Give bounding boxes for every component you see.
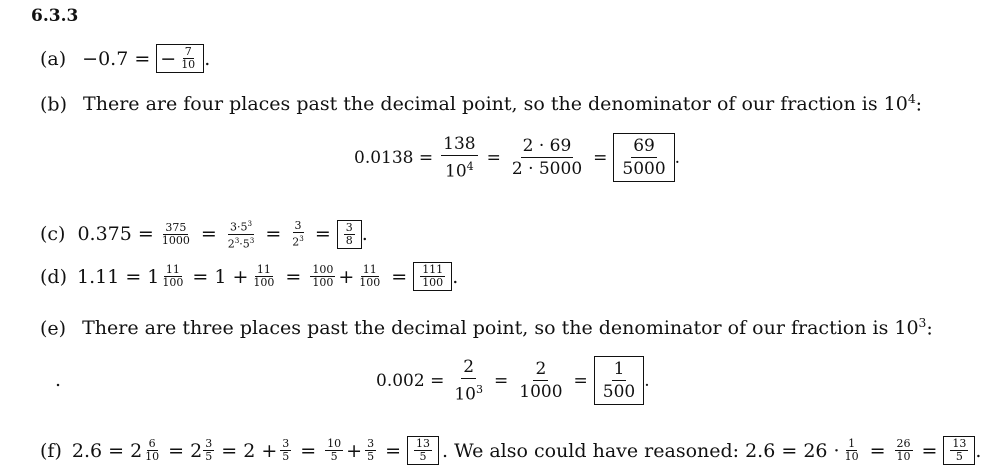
part-b-lhs: 0.0138 = bbox=[354, 147, 434, 168]
part-b-fraction1-numerator: 138 bbox=[443, 134, 476, 154]
part-b-fraction2-numerator: 2 · 69 bbox=[522, 136, 572, 157]
part-f-answer-box bbox=[407, 436, 439, 465]
part-c-lhs: 0.375 = bbox=[77, 223, 154, 246]
part-f-period: . bbox=[975, 439, 981, 462]
part-f: (f) 2.6 = 2 $\frac{6}{10}$ = 2 $\frac{3}{5}$ = 2 + $\frac{3}{5}$ = $\frac{10}{5}$ + $\frac{3}{5}$ = $\frac{13}{5}$ . We also could have reasoned: 2.6 = 26 · $\frac{1}{10}$ = $\frac{26}{10}$ = $\frac{13}{5}$ . bbox=[40, 437, 981, 463]
part-c-fraction2-denominator-mid: ·5 bbox=[239, 237, 250, 251]
part-b-fraction1-denominator: 10 bbox=[445, 161, 467, 182]
part-d-fraction2-denominator: 100 bbox=[253, 276, 275, 289]
part-e-fraction2-denominator: 1000 bbox=[519, 382, 563, 403]
part-e-fraction2-numerator: 2 bbox=[535, 359, 547, 380]
part-f-fraction1-numerator: 6 bbox=[148, 437, 156, 450]
part-d-answer-box bbox=[413, 262, 452, 291]
part-e-equation: 0.002 = $\frac{2}{10^3}$ = $\frac{2}{1000}$ = $\frac{1}{500}$ . bbox=[376, 357, 650, 405]
part-a-answer-box bbox=[156, 44, 204, 73]
part-f-answer2-denominator: 5 bbox=[955, 450, 963, 463]
part-c-fraction2-denominator-exponent2: 3 bbox=[249, 235, 255, 245]
part-f-lhs: 2.6 = 2 bbox=[71, 439, 143, 462]
part-e-answer-box bbox=[594, 356, 644, 405]
part-d-fraction4-numerator: 11 bbox=[362, 263, 377, 276]
part-a-lhs: −0.7 = bbox=[82, 47, 151, 70]
part-a-label: (a) bbox=[40, 47, 67, 70]
part-f-answer-denominator: 5 bbox=[419, 450, 427, 463]
part-f-fraction2-numerator: 3 bbox=[205, 437, 213, 450]
part-d-fraction1-denominator: 100 bbox=[162, 276, 184, 289]
part-e-answer-numerator: 1 bbox=[613, 359, 625, 380]
part-f-fraction5-numerator: 3 bbox=[367, 437, 375, 450]
part-c-fraction2-numerator-exponent: 3 bbox=[247, 219, 253, 228]
part-b-text: There are four places past the decimal point, so the denominator of our fraction is 10 bbox=[83, 93, 908, 116]
part-f-mid2: = 2 + bbox=[221, 439, 278, 462]
part-e-lhs: 0.002 = bbox=[376, 370, 445, 391]
part-d-label: (d) bbox=[40, 265, 67, 288]
part-c-fraction3-denominator-exponent: 3 bbox=[299, 233, 304, 243]
part-c-answer-numerator: 3 bbox=[345, 220, 353, 234]
problem-number: 6.3.3 bbox=[31, 6, 79, 26]
part-f-plus: + bbox=[346, 439, 363, 462]
part-e-fraction1-numerator: 2 bbox=[463, 357, 475, 377]
part-b-exponent: 4 bbox=[907, 92, 916, 106]
part-e-colon: : bbox=[926, 317, 933, 340]
part-c-fraction1-denominator: 1000 bbox=[161, 233, 190, 247]
part-b-text-line bbox=[40, 87, 922, 116]
part-c-fraction3-numerator: 3 bbox=[294, 218, 302, 232]
part-f-fraction7-numerator: 26 bbox=[896, 437, 911, 450]
part-f-fraction3-numerator: 3 bbox=[282, 437, 290, 450]
part-d-mid: = 1 + bbox=[192, 265, 249, 288]
part-d-fraction4-denominator: 100 bbox=[359, 276, 381, 289]
part-e-fraction1-denominator: 10 bbox=[454, 384, 476, 405]
part-d-fraction3-denominator: 100 bbox=[312, 276, 334, 289]
part-f-fraction6-numerator: 1 bbox=[848, 437, 856, 450]
part-f-mid1: = 2 bbox=[168, 439, 203, 462]
part-f-fraction4-numerator: 10 bbox=[327, 437, 342, 450]
part-c-answer-box bbox=[337, 220, 362, 249]
part-d-answer-denominator: 100 bbox=[422, 276, 444, 289]
part-e-exponent: 3 bbox=[918, 316, 927, 330]
part-b-answer-denominator: 5000 bbox=[622, 159, 666, 180]
part-a-answer-denominator: 10 bbox=[181, 58, 196, 71]
part-f-text: . We also could have reasoned: 2.6 = 26 · bbox=[442, 439, 840, 462]
part-b-equation: 0.0138 = $\frac{138}{10^4}$ = $\frac{2 \cdot 69}{2 \cdot 5000}$ = $\frac{69}{5000}$ . bbox=[354, 134, 681, 182]
part-f-answer-numerator: 13 bbox=[416, 437, 431, 450]
part-b-colon: : bbox=[915, 93, 923, 116]
part-c-fraction3-denominator: 2 bbox=[292, 235, 300, 249]
part-f-fraction2-denominator: 5 bbox=[205, 450, 213, 463]
part-c-fraction1-numerator: 375 bbox=[165, 220, 187, 234]
part-a-answer-numerator: 7 bbox=[184, 45, 192, 58]
part-f-label: (f) bbox=[40, 439, 62, 462]
part-d-lhs: 1.11 = 1 bbox=[77, 265, 160, 288]
part-a bbox=[40, 44, 210, 73]
part-f-answer2-numerator: 13 bbox=[952, 437, 967, 450]
part-f-fraction4-denominator: 5 bbox=[330, 450, 338, 463]
part-a-period: . bbox=[204, 47, 211, 70]
part-d-period: . bbox=[452, 265, 459, 288]
part-b-period: . bbox=[674, 147, 681, 168]
part-b-label: (b) bbox=[40, 93, 67, 116]
part-c-answer-denominator: 8 bbox=[345, 233, 353, 247]
part-f-fraction1-denominator: 10 bbox=[145, 450, 160, 463]
part-c-period: . bbox=[361, 223, 368, 246]
part-f-fraction3-denominator: 5 bbox=[282, 450, 290, 463]
part-d-fraction1-numerator: 11 bbox=[165, 263, 180, 276]
part-f-fraction5-denominator: 5 bbox=[367, 450, 375, 463]
part-d-plus: + bbox=[338, 265, 355, 288]
part-e-text: There are three places past the decimal point, so the denominator of our fraction is 10 bbox=[82, 317, 919, 340]
part-b-fraction2-denominator: 2 · 5000 bbox=[511, 159, 583, 180]
part-e-label: (e) bbox=[40, 317, 67, 340]
part-c-fraction2-numerator: 3·5 bbox=[230, 220, 248, 234]
part-d: (d) 1.11 = 1 $\frac{11}{100}$ = 1 + $\frac{11}{100}$ = $\frac{100}{100}$ + $\frac{11}{100}$ = $\frac{111}{100}$ . bbox=[40, 263, 459, 289]
part-d-fraction3-numerator: 100 bbox=[312, 263, 334, 276]
part-b-fraction1-exponent: 4 bbox=[466, 160, 474, 173]
part-f-answer2-box bbox=[943, 436, 975, 465]
part-f-fraction6-denominator: 10 bbox=[844, 450, 859, 463]
part-d-fraction2-numerator: 11 bbox=[256, 263, 271, 276]
part-c-label: (c) bbox=[40, 223, 66, 246]
part-c-fraction2-denominator: 2 bbox=[227, 237, 235, 251]
part-b-answer-numerator: 69 bbox=[633, 136, 655, 157]
stray-dot: . bbox=[55, 369, 62, 391]
part-e-fraction1-exponent: 3 bbox=[475, 383, 483, 396]
part-c-fraction2-denominator-exponent1: 3 bbox=[234, 235, 240, 245]
part-c: (c) 0.375 = $\frac{375}{1000}$ = $\frac{3\cdot 5^3}{2^3\cdot 5^3}$ = $\frac{3}{2^3}$ = $\frac{3}{8}$ . bbox=[40, 218, 368, 251]
part-f-fraction7-denominator: 10 bbox=[896, 450, 911, 463]
part-d-answer-numerator: 111 bbox=[422, 263, 444, 276]
part-b-answer-box bbox=[613, 133, 674, 182]
part-e-period: . bbox=[644, 370, 650, 391]
part-a-answer-sign: − bbox=[160, 47, 177, 70]
part-e-answer-denominator: 500 bbox=[602, 382, 636, 403]
part-e-text-line bbox=[40, 311, 933, 340]
